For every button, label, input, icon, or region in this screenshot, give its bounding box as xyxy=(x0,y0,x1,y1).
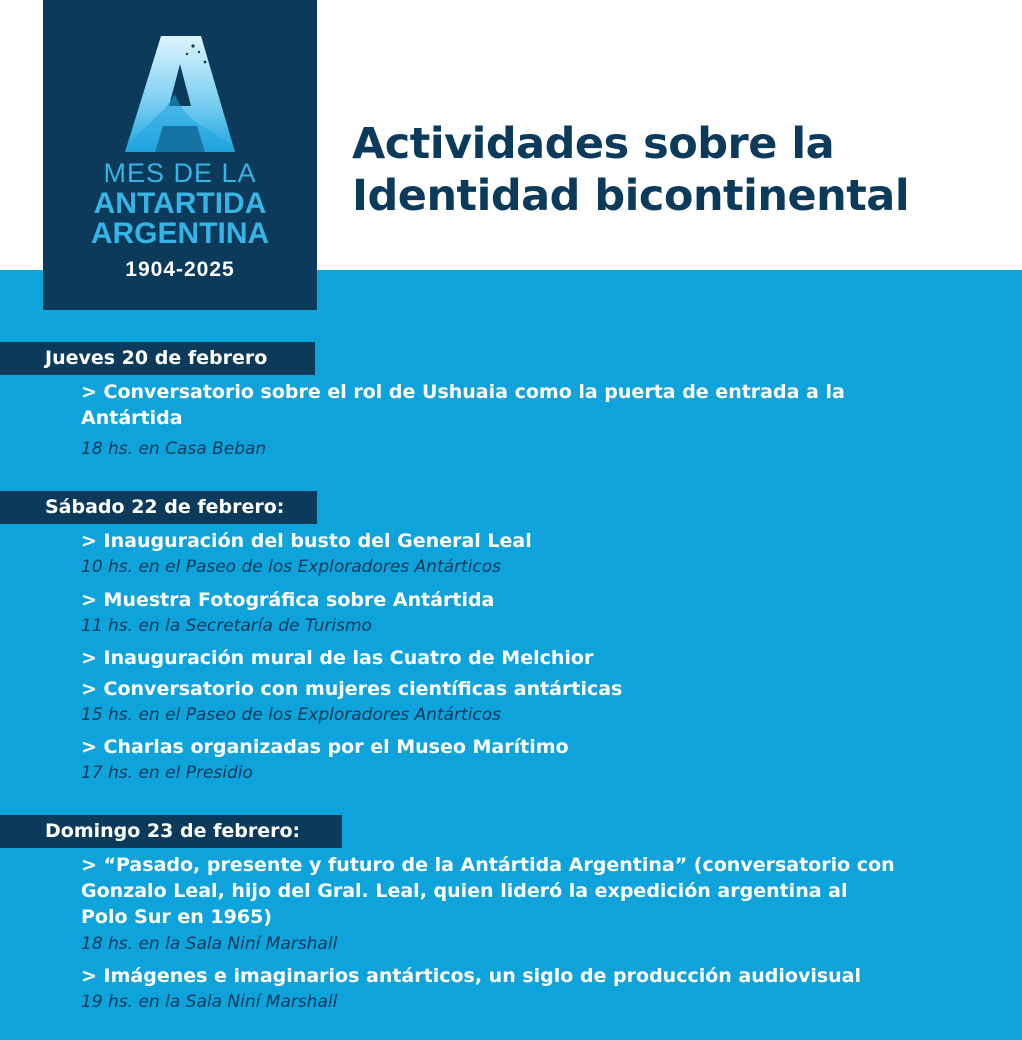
day-header-jueves: Jueves 20 de febrero xyxy=(0,342,315,375)
logo-line-antartida: ANTARTIDA xyxy=(93,187,267,220)
activity-detail: 19 hs. en la Sala Niní Marshall xyxy=(81,992,338,1012)
day-header-domingo: Domingo 23 de febrero: xyxy=(0,815,342,848)
title-line-2: Identidad bicontinental xyxy=(352,171,910,221)
activity-title-line: > Inauguración mural de las Cuatro de Melchior xyxy=(81,647,594,669)
activity-title-line: Antártida xyxy=(81,407,183,429)
activity-detail: 10 hs. en el Paseo de los Exploradores Antárticos xyxy=(81,557,502,577)
activity-title-line: Gonzalo Leal, hijo del Gral. Leal, quien lideró la expedición argentina al xyxy=(81,880,848,902)
activity-item xyxy=(81,587,1001,613)
activity-item xyxy=(81,379,1001,431)
antarctica-letter-a-icon xyxy=(123,34,237,154)
day-header-sabado: Sábado 22 de febrero: xyxy=(0,491,317,524)
activity-item xyxy=(81,676,1001,702)
activity-item xyxy=(81,645,1001,671)
activity-item xyxy=(81,528,1001,554)
activity-title-line: > Inauguración del busto del General Leal xyxy=(81,530,532,552)
activity-title-line: > Conversatorio sobre el rol de Ushuaia como la puerta de entrada a la xyxy=(81,381,845,403)
activity-title-line: > Charlas organizadas por el Museo Marítimo xyxy=(81,736,569,758)
activity-title-line: Polo Sur en 1965) xyxy=(81,906,272,928)
logo-years: 1904-2025 xyxy=(125,258,235,281)
logo-line-mes: MES DE LA xyxy=(103,158,257,188)
activity-detail: 18 hs. en Casa Beban xyxy=(81,439,267,459)
activity-item xyxy=(81,734,1001,760)
activity-title-line: > Conversatorio con mujeres científicas antárticas xyxy=(81,678,623,700)
activity-title-line: > Imágenes e imaginarios antárticos, un siglo de producción audiovisual xyxy=(81,965,862,987)
activity-item xyxy=(81,852,1001,930)
activity-detail: 18 hs. en la Sala Niní Marshall xyxy=(81,934,338,954)
activity-title-line: > “Pasado, presente y futuro de la Antártida Argentina” (conversatorio con xyxy=(81,854,895,876)
logo-line-argentina: ARGENTINA xyxy=(90,217,270,250)
activity-title-line: > Muestra Fotográfica sobre Antártida xyxy=(81,589,495,611)
activity-detail: 15 hs. en el Paseo de los Exploradores Antárticos xyxy=(81,705,502,725)
mes-antartida-logo xyxy=(43,0,317,310)
page-title xyxy=(352,118,909,222)
activity-detail: 11 hs. en la Secretaría de Turismo xyxy=(81,616,372,636)
activity-detail: 17 hs. en el Presidio xyxy=(81,763,253,783)
activity-item xyxy=(81,963,1001,989)
title-line-1: Actividades sobre la xyxy=(352,119,835,169)
